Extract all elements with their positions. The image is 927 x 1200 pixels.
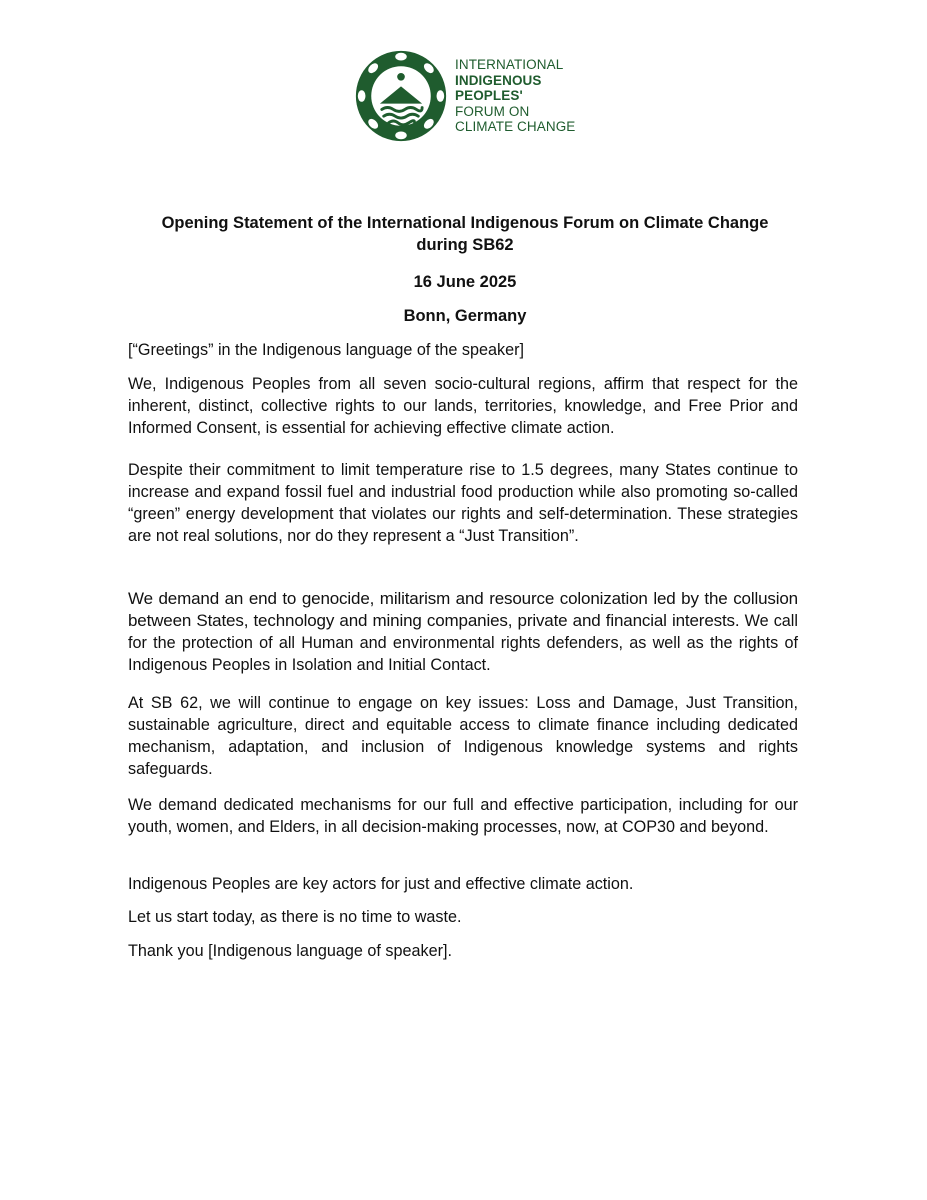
statement-title [120,212,810,256]
paragraph-fossil-fuels: Despite their commitment to limit temperature rise to 1.5 degrees, many States continue to increase and expand fossil fuel and industrial food production while also promoting so-called “green” energy development that violates our rights and self-determination. These strategies are not real solutions, nor do they represent a “Just Transition”. [128,461,798,546]
logo-line-3: PEOPLES' [455,88,523,104]
paragraph-demands-part-1: We demand an end to genocide, militarism and resource colonization led by the collusion between States, technology and mining companies, private and financial interests. [128,589,798,631]
paragraph-demands [128,588,798,676]
forum-logo-text [455,57,575,135]
title-line-2: during SB62 [416,236,514,254]
closing-thanks: Thank you [Indigenous language of speaker]. [128,942,452,960]
forum-logo [353,48,581,144]
logo-line-5: CLIMATE CHANGE [455,119,576,135]
title-line-1: Opening Statement of the International Indigenous Forum on Climate Change [161,214,769,232]
forum-emblem-icon [353,48,449,144]
paragraph-key-actors: Indigenous Peoples are key actors for just and effective climate action. [128,875,634,893]
paragraph-participation: We demand dedicated mechanisms for our full and effective participation, including for our youth, women, and Elders, in all decision-making processes, now, at COP30 and beyond. [128,796,798,837]
paragraph-rights: We, Indigenous Peoples from all seven socio-cultural regions, affirm that respect for the inherent, distinct, collective rights to our lands, territories, knowledge, and Free Prior and Informed Consent, is essential for achieving effective climate action. [128,375,798,438]
paragraph-key-issues: At SB 62, we will continue to engage on key issues: Loss and Damage, Just Transition, sustainable agriculture, direct and equitable access to climate finance including dedicated mechanism, adaptation, and inclusion of Indigenous knowledge systems and rights safeguards. [128,694,798,779]
logo-line-1: INTERNATIONAL [455,57,564,73]
statement-date: 16 June 2025 [413,273,517,291]
statement-location: Bonn, Germany [403,307,527,325]
paragraph-demands-part-2: We call for the protection of all Human and environmental rights defenders, as well as the rights of Indigenous Peoples in Isolation and Initial Contact. [128,612,798,675]
logo-line-4: FORUM ON [455,103,530,119]
greeting-placeholder: [“Greetings” in the Indigenous language of the speaker] [128,341,524,359]
paragraph-start-today: Let us start today, as there is no time to waste. [128,908,462,926]
logo-line-2: INDIGENOUS [455,72,542,88]
